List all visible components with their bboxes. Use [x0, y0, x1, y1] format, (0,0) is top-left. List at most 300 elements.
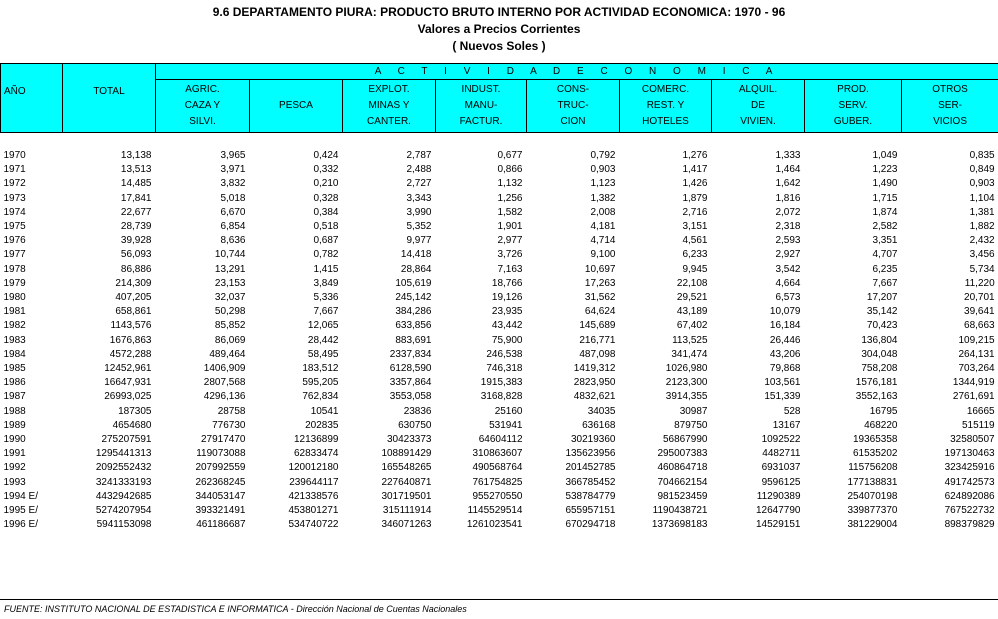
row-value-cell: 1,123 [590, 178, 616, 190]
row-value-cell: 108891429 [381, 448, 432, 460]
row-value-cell: 3914,355 [665, 391, 708, 403]
row-value-cell: 2,716 [682, 206, 708, 218]
report-units: ( Nuevos Soles ) [452, 39, 546, 53]
row-value-cell: 28,864 [400, 263, 432, 275]
row-value-cell: 32580507 [950, 434, 995, 446]
header-column-line: AGRIC. [185, 84, 220, 95]
row-value-cell: 1,715 [872, 192, 898, 204]
row-value-cell: 30219360 [571, 434, 616, 446]
row-value-cell: 13167 [772, 419, 801, 431]
table-row [1, 362, 998, 376]
row-value-cell: 103,561 [764, 377, 801, 389]
row-value-cell: 5941153098 [96, 519, 152, 531]
row-value-cell: 85,852 [214, 320, 246, 332]
row-value-cell: 1,333 [775, 150, 801, 161]
row-value-cell: 86,886 [120, 263, 152, 275]
row-year-cell: 1987 [3, 391, 26, 403]
table-row [1, 163, 998, 177]
row-value-cell: 0,332 [313, 164, 339, 176]
row-value-cell: 491742573 [944, 476, 995, 488]
header-group-actividad: A C T I V I D A D E C O N O M I C A [156, 64, 998, 80]
header-column-line: COMERC. [641, 84, 690, 95]
row-value-cell: 9,100 [590, 249, 616, 261]
row-value-cell: 1,874 [872, 206, 898, 218]
row-year-cell: 1977 [3, 249, 26, 261]
row-value-cell: 136,804 [861, 334, 898, 346]
row-year-cell: 1994 E/ [3, 490, 38, 502]
row-value-cell: 4432942685 [95, 490, 152, 502]
row-value-cell: 6,233 [682, 249, 708, 261]
row-value-cell: 453801271 [288, 505, 339, 517]
table-row [1, 319, 998, 333]
row-value-cell: 2,072 [775, 206, 801, 218]
row-year-cell: 1970 [3, 150, 26, 161]
table-row [1, 490, 998, 504]
row-value-cell: 2761,691 [952, 391, 995, 403]
report-subtitle: Valores a Precios Corrientes [417, 22, 581, 36]
row-value-cell: 4482711 [762, 448, 801, 460]
row-value-cell: 1,104 [969, 192, 995, 204]
row-value-cell: 1,256 [497, 192, 523, 204]
row-year-cell: 1973 [3, 192, 26, 204]
header-column [712, 80, 805, 133]
row-value-cell: 981523459 [657, 490, 708, 502]
row-value-cell: 18,766 [491, 277, 523, 289]
table-row [1, 277, 998, 291]
row-value-cell: 1261023541 [466, 519, 523, 531]
row-value-cell: 468220 [864, 419, 898, 431]
row-value-cell: 7,667 [872, 277, 898, 289]
row-value-cell: 58,495 [307, 348, 339, 360]
row-value-cell: 2,727 [406, 178, 432, 190]
row-value-cell: 202835 [305, 419, 339, 431]
row-value-cell: 67,402 [676, 320, 708, 332]
row-value-cell: 761754825 [472, 476, 523, 488]
row-value-cell: 490568764 [472, 462, 523, 474]
row-value-cell: 1373698183 [651, 519, 708, 531]
header-column-line: GUBER. [833, 116, 873, 127]
header-column-line: CANTER. [367, 116, 411, 127]
row-value-cell: 23,935 [491, 306, 523, 318]
header-column-line: VIVIEN. [740, 116, 776, 127]
row-value-cell: 13,291 [214, 263, 246, 275]
row-value-cell: 1,882 [969, 221, 995, 233]
table-body [1, 133, 998, 533]
row-value-cell: 275207591 [101, 434, 152, 446]
row-value-cell: 0,677 [497, 150, 523, 161]
row-value-cell: 489,464 [209, 348, 246, 360]
row-value-cell: 3,542 [775, 263, 801, 275]
row-value-cell: 323425916 [944, 462, 995, 474]
row-value-cell: 5,734 [969, 263, 995, 275]
row-value-cell: 1092522 [761, 434, 801, 446]
row-value-cell: 393321491 [195, 505, 246, 517]
row-value-cell: 26993,025 [104, 391, 152, 403]
row-value-cell: 31,562 [584, 292, 616, 304]
row-value-cell: 43,442 [491, 320, 523, 332]
row-year-cell: 1978 [3, 263, 26, 275]
row-value-cell: 0,384 [313, 206, 339, 218]
table-row [1, 192, 998, 206]
row-value-cell: 1576,181 [855, 377, 898, 389]
row-value-cell: 366785452 [565, 476, 616, 488]
row-value-cell: 8,636 [220, 235, 246, 247]
row-value-cell: 239644117 [289, 476, 339, 488]
header-column-line: DE [751, 100, 765, 111]
row-value-cell: 1145529514 [467, 505, 523, 517]
row-value-cell: 12647790 [756, 505, 801, 517]
row-value-cell: 776730 [212, 419, 246, 431]
row-value-cell: 0,328 [313, 192, 339, 204]
row-value-cell: 3,151 [682, 221, 708, 233]
row-value-cell: 636168 [582, 419, 616, 431]
row-value-cell: 1295441313 [95, 448, 152, 460]
row-value-cell: 407,205 [115, 292, 152, 304]
table-row [1, 405, 998, 419]
row-value-cell: 201452785 [565, 462, 616, 474]
row-year-cell: 1990 [3, 434, 26, 446]
row-value-cell: 13,138 [120, 150, 152, 161]
row-value-cell: 3168,828 [480, 391, 523, 403]
row-value-cell: 10,744 [214, 249, 246, 261]
row-value-cell: 883,691 [395, 334, 432, 346]
row-value-cell: 295007383 [657, 448, 708, 460]
row-year-cell: 1986 [3, 377, 26, 389]
header-column-line: INDUST. [461, 84, 501, 95]
header-column-line: CION [560, 116, 586, 127]
row-year-cell: 1974 [3, 206, 26, 218]
row-value-cell: 3241333193 [95, 476, 152, 488]
row-value-cell: 115756208 [848, 462, 898, 474]
row-value-cell: 262368245 [195, 476, 246, 488]
row-value-cell: 6,573 [775, 292, 801, 304]
row-year-cell: 1993 [3, 476, 26, 488]
header-column-line: SER- [938, 100, 963, 111]
table-row [1, 348, 998, 362]
row-value-cell: 1,132 [497, 178, 523, 190]
row-value-cell: 7,667 [313, 306, 339, 318]
row-value-cell: 4,714 [590, 235, 616, 247]
row-value-cell: 762,834 [302, 391, 339, 403]
header-column-line: CAZA Y [184, 100, 221, 111]
table-row [1, 447, 998, 461]
row-value-cell: 3,849 [313, 277, 339, 289]
row-value-cell: 30423373 [387, 434, 432, 446]
row-value-cell: 315111914 [382, 505, 432, 517]
table-row [1, 518, 998, 532]
row-value-cell: 1,276 [682, 150, 708, 161]
row-value-cell: 86,069 [214, 334, 246, 346]
row-value-cell: 1,381 [969, 206, 995, 218]
table-row [1, 390, 998, 404]
row-value-cell: 2,582 [872, 221, 898, 233]
row-value-cell: 0,782 [313, 249, 339, 261]
row-value-cell: 515119 [961, 419, 995, 431]
row-value-cell: 264,131 [958, 348, 995, 360]
row-value-cell: 2,977 [497, 235, 523, 247]
row-year-cell: 1995 E/ [3, 505, 38, 517]
row-value-cell: 630750 [398, 419, 432, 431]
row-value-cell: 746,318 [486, 363, 523, 375]
header-column-line: SERV. [838, 100, 868, 111]
row-value-cell: 13,513 [120, 164, 152, 176]
row-value-cell: 61535202 [853, 448, 898, 460]
row-value-cell: 39,928 [120, 235, 152, 247]
header-column [436, 80, 527, 133]
row-value-cell: 460864718 [657, 462, 708, 474]
header-year: AÑO [1, 64, 63, 133]
row-value-cell: 1143,576 [110, 320, 152, 332]
row-value-cell: 113,525 [672, 334, 708, 346]
header-column-line: EXPLOT. [368, 84, 410, 95]
row-value-cell: 1344,919 [952, 377, 995, 389]
row-value-cell: 534740722 [288, 519, 339, 531]
row-year-cell: 1972 [3, 178, 26, 190]
row-value-cell: 5,352 [406, 221, 432, 233]
row-value-cell: 56,093 [120, 249, 152, 261]
row-value-cell: 3357,864 [389, 377, 432, 389]
row-value-cell: 197130463 [944, 448, 995, 460]
header-column-line [250, 114, 342, 130]
row-value-cell: 1,049 [872, 150, 898, 161]
row-value-cell: 30987 [679, 405, 708, 417]
table-row [1, 476, 998, 490]
row-value-cell: 16795 [869, 405, 898, 417]
row-value-cell: 0,792 [590, 150, 616, 161]
row-value-cell: 346071263 [381, 519, 432, 531]
row-value-cell: 0,687 [313, 235, 339, 247]
row-value-cell: 43,206 [769, 348, 801, 360]
row-value-cell: 2,488 [406, 164, 432, 176]
row-value-cell: 1026,980 [665, 363, 708, 375]
row-value-cell: 3,456 [969, 249, 995, 261]
row-year-cell: 1985 [3, 363, 26, 375]
row-value-cell: 2,593 [775, 235, 801, 247]
row-value-cell: 22,108 [676, 277, 708, 289]
row-year-cell: 1976 [3, 235, 26, 247]
header-column [156, 80, 250, 133]
row-value-cell: 1,582 [497, 206, 523, 218]
row-value-cell: 4296,136 [203, 391, 246, 403]
row-value-cell: 2,008 [590, 206, 616, 218]
header-column-line: HOTELES [642, 116, 689, 127]
row-value-cell: 3552,163 [855, 391, 898, 403]
row-value-cell: 207992559 [195, 462, 246, 474]
row-value-cell: 1,901 [497, 221, 523, 233]
row-year-cell: 1984 [3, 348, 26, 360]
row-value-cell: 2337,834 [389, 348, 432, 360]
row-value-cell: 5274207954 [95, 505, 152, 517]
gdp-table [0, 63, 998, 532]
row-value-cell: 531941 [489, 419, 523, 431]
row-value-cell: 14529151 [756, 519, 801, 531]
table-row [1, 177, 998, 191]
row-value-cell: 1406,909 [203, 363, 246, 375]
table-header [1, 64, 998, 133]
row-value-cell: 0,210 [313, 178, 339, 190]
table-row [1, 220, 998, 234]
header-column [620, 80, 712, 133]
row-value-cell: 898379829 [944, 519, 995, 531]
header-column-line: VICIOS [933, 116, 968, 127]
row-value-cell: 10,697 [584, 263, 616, 275]
row-value-cell: 120012180 [288, 462, 339, 474]
header-column [250, 80, 343, 133]
row-value-cell: 1676,863 [109, 334, 152, 346]
header-column-line: REST. Y [646, 100, 685, 111]
row-value-cell: 655957151 [565, 505, 616, 517]
row-value-cell: 165548265 [381, 462, 432, 474]
row-value-cell: 16,184 [769, 320, 801, 332]
report-title-block [0, 4, 998, 55]
row-value-cell: 658,861 [115, 306, 152, 318]
row-value-cell: 17,207 [866, 292, 898, 304]
row-value-cell: 3,343 [406, 192, 432, 204]
row-value-cell: 22,677 [120, 206, 152, 218]
row-value-cell: 3,990 [406, 206, 432, 218]
table-row [1, 334, 998, 348]
row-value-cell: 670294718 [565, 519, 616, 531]
row-year-cell: 1971 [3, 164, 26, 176]
row-value-cell: 1,879 [682, 192, 708, 204]
source-note: FUENTE: INSTITUTO NACIONAL DE ESTADISTICA E INFORMATICA - Dirección Nacional de Cuentas Nacionales [4, 604, 467, 614]
row-value-cell: 4,707 [872, 249, 898, 261]
row-value-cell: 3553,058 [389, 391, 432, 403]
row-value-cell: 595,205 [302, 377, 339, 389]
row-value-cell: 20,701 [964, 292, 995, 304]
row-value-cell: 6,854 [220, 221, 246, 233]
row-value-cell: 62833474 [294, 448, 339, 460]
row-value-cell: 109,215 [958, 334, 995, 346]
row-value-cell: 421338576 [288, 490, 339, 502]
row-value-cell: 0,518 [313, 221, 339, 233]
table-row [1, 305, 998, 319]
row-value-cell: 1915,383 [480, 377, 523, 389]
row-value-cell: 2,432 [969, 235, 995, 247]
row-value-cell: 10,079 [769, 306, 801, 318]
row-value-cell: 23836 [403, 405, 432, 417]
row-value-cell: 26,446 [769, 334, 801, 346]
row-value-cell: 310863607 [472, 448, 523, 460]
row-value-cell: 2,787 [406, 150, 432, 161]
row-value-cell: 246,538 [486, 348, 523, 360]
header-column-line: MINAS Y [368, 100, 410, 111]
row-value-cell: 4,561 [682, 235, 708, 247]
row-value-cell: 339877370 [847, 505, 898, 517]
row-value-cell: 56867990 [663, 434, 708, 446]
row-value-cell: 304,048 [861, 348, 898, 360]
row-value-cell: 0,849 [969, 164, 995, 176]
data-table-wrapper [0, 63, 998, 532]
row-value-cell: 3,832 [220, 178, 246, 190]
row-value-cell: 10541 [310, 405, 339, 417]
row-value-cell: 2,927 [775, 249, 801, 261]
row-value-cell: 624892086 [944, 490, 995, 502]
row-value-cell: 1,382 [590, 192, 616, 204]
row-value-cell: 16647,931 [104, 377, 152, 389]
row-value-cell: 1,464 [775, 164, 801, 176]
row-value-cell: 17,263 [584, 277, 616, 289]
table-row [1, 419, 998, 433]
row-value-cell: 879750 [674, 419, 708, 431]
row-value-cell: 461186687 [196, 519, 246, 531]
row-value-cell: 254070198 [847, 490, 898, 502]
row-value-cell: 341,474 [671, 348, 708, 360]
row-value-cell: 3,726 [497, 249, 523, 261]
row-value-cell: 64604112 [478, 434, 523, 446]
header-column-line: MANU- [464, 100, 498, 111]
header-column [343, 80, 436, 133]
header-column-line [250, 82, 342, 98]
row-value-cell: 14,485 [120, 178, 152, 190]
header-total: TOTAL [63, 64, 156, 133]
row-value-cell: 528 [783, 405, 801, 417]
row-value-cell: 758,208 [861, 363, 898, 375]
header-column-line: TRUC- [557, 100, 589, 111]
row-value-cell: 28,442 [307, 334, 339, 346]
row-value-cell: 3,971 [220, 164, 246, 176]
row-value-cell: 50,298 [214, 306, 246, 318]
row-value-cell: 1,426 [682, 178, 708, 190]
header-column-line: FACTUR. [459, 116, 503, 127]
row-value-cell: 0,903 [969, 178, 995, 190]
row-value-cell: 704662154 [657, 476, 708, 488]
row-value-cell: 151,339 [764, 391, 801, 403]
row-value-cell: 5,018 [220, 192, 246, 204]
row-value-cell: 301719501 [381, 490, 432, 502]
row-value-cell: 5,336 [313, 292, 339, 304]
row-value-cell: 17,841 [120, 192, 152, 204]
header-column [805, 80, 902, 133]
row-value-cell: 28758 [217, 405, 246, 417]
row-year-cell: 1992 [3, 462, 26, 474]
row-value-cell: 6931037 [761, 462, 801, 474]
row-value-cell: 1,417 [682, 164, 708, 176]
row-value-cell: 214,309 [115, 277, 152, 289]
row-value-cell: 4654680 [112, 419, 152, 431]
row-value-cell: 4832,621 [573, 391, 616, 403]
row-value-cell: 633,856 [395, 320, 432, 332]
row-value-cell: 145,689 [579, 320, 616, 332]
table-row [1, 376, 998, 390]
row-value-cell: 767522732 [944, 505, 995, 517]
row-value-cell: 35,142 [866, 306, 898, 318]
row-value-cell: 9596125 [761, 476, 801, 488]
row-value-cell: 3,351 [872, 235, 898, 247]
row-value-cell: 12452,961 [104, 363, 152, 375]
row-value-cell: 216,771 [579, 334, 616, 346]
header-column-line: PROD. [837, 84, 869, 95]
row-year-cell: 1981 [3, 306, 26, 318]
row-value-cell: 79,868 [769, 363, 801, 375]
row-value-cell: 39,641 [964, 306, 995, 318]
row-value-cell: 183,512 [302, 363, 339, 375]
row-value-cell: 177138831 [847, 476, 898, 488]
row-value-cell: 29,521 [676, 292, 708, 304]
row-value-cell: 227640871 [381, 476, 432, 488]
row-value-cell: 1,415 [313, 263, 339, 275]
row-value-cell: 538784779 [565, 490, 616, 502]
row-value-cell: 14,418 [400, 249, 432, 261]
row-value-cell: 19365358 [853, 434, 898, 446]
row-value-cell: 6,670 [220, 206, 246, 218]
row-value-cell: 34035 [587, 405, 616, 417]
row-value-cell: 70,423 [866, 320, 898, 332]
row-value-cell: 1,223 [872, 164, 898, 176]
table-row [1, 461, 998, 475]
row-value-cell: 16665 [966, 405, 995, 417]
header-column [902, 80, 998, 133]
